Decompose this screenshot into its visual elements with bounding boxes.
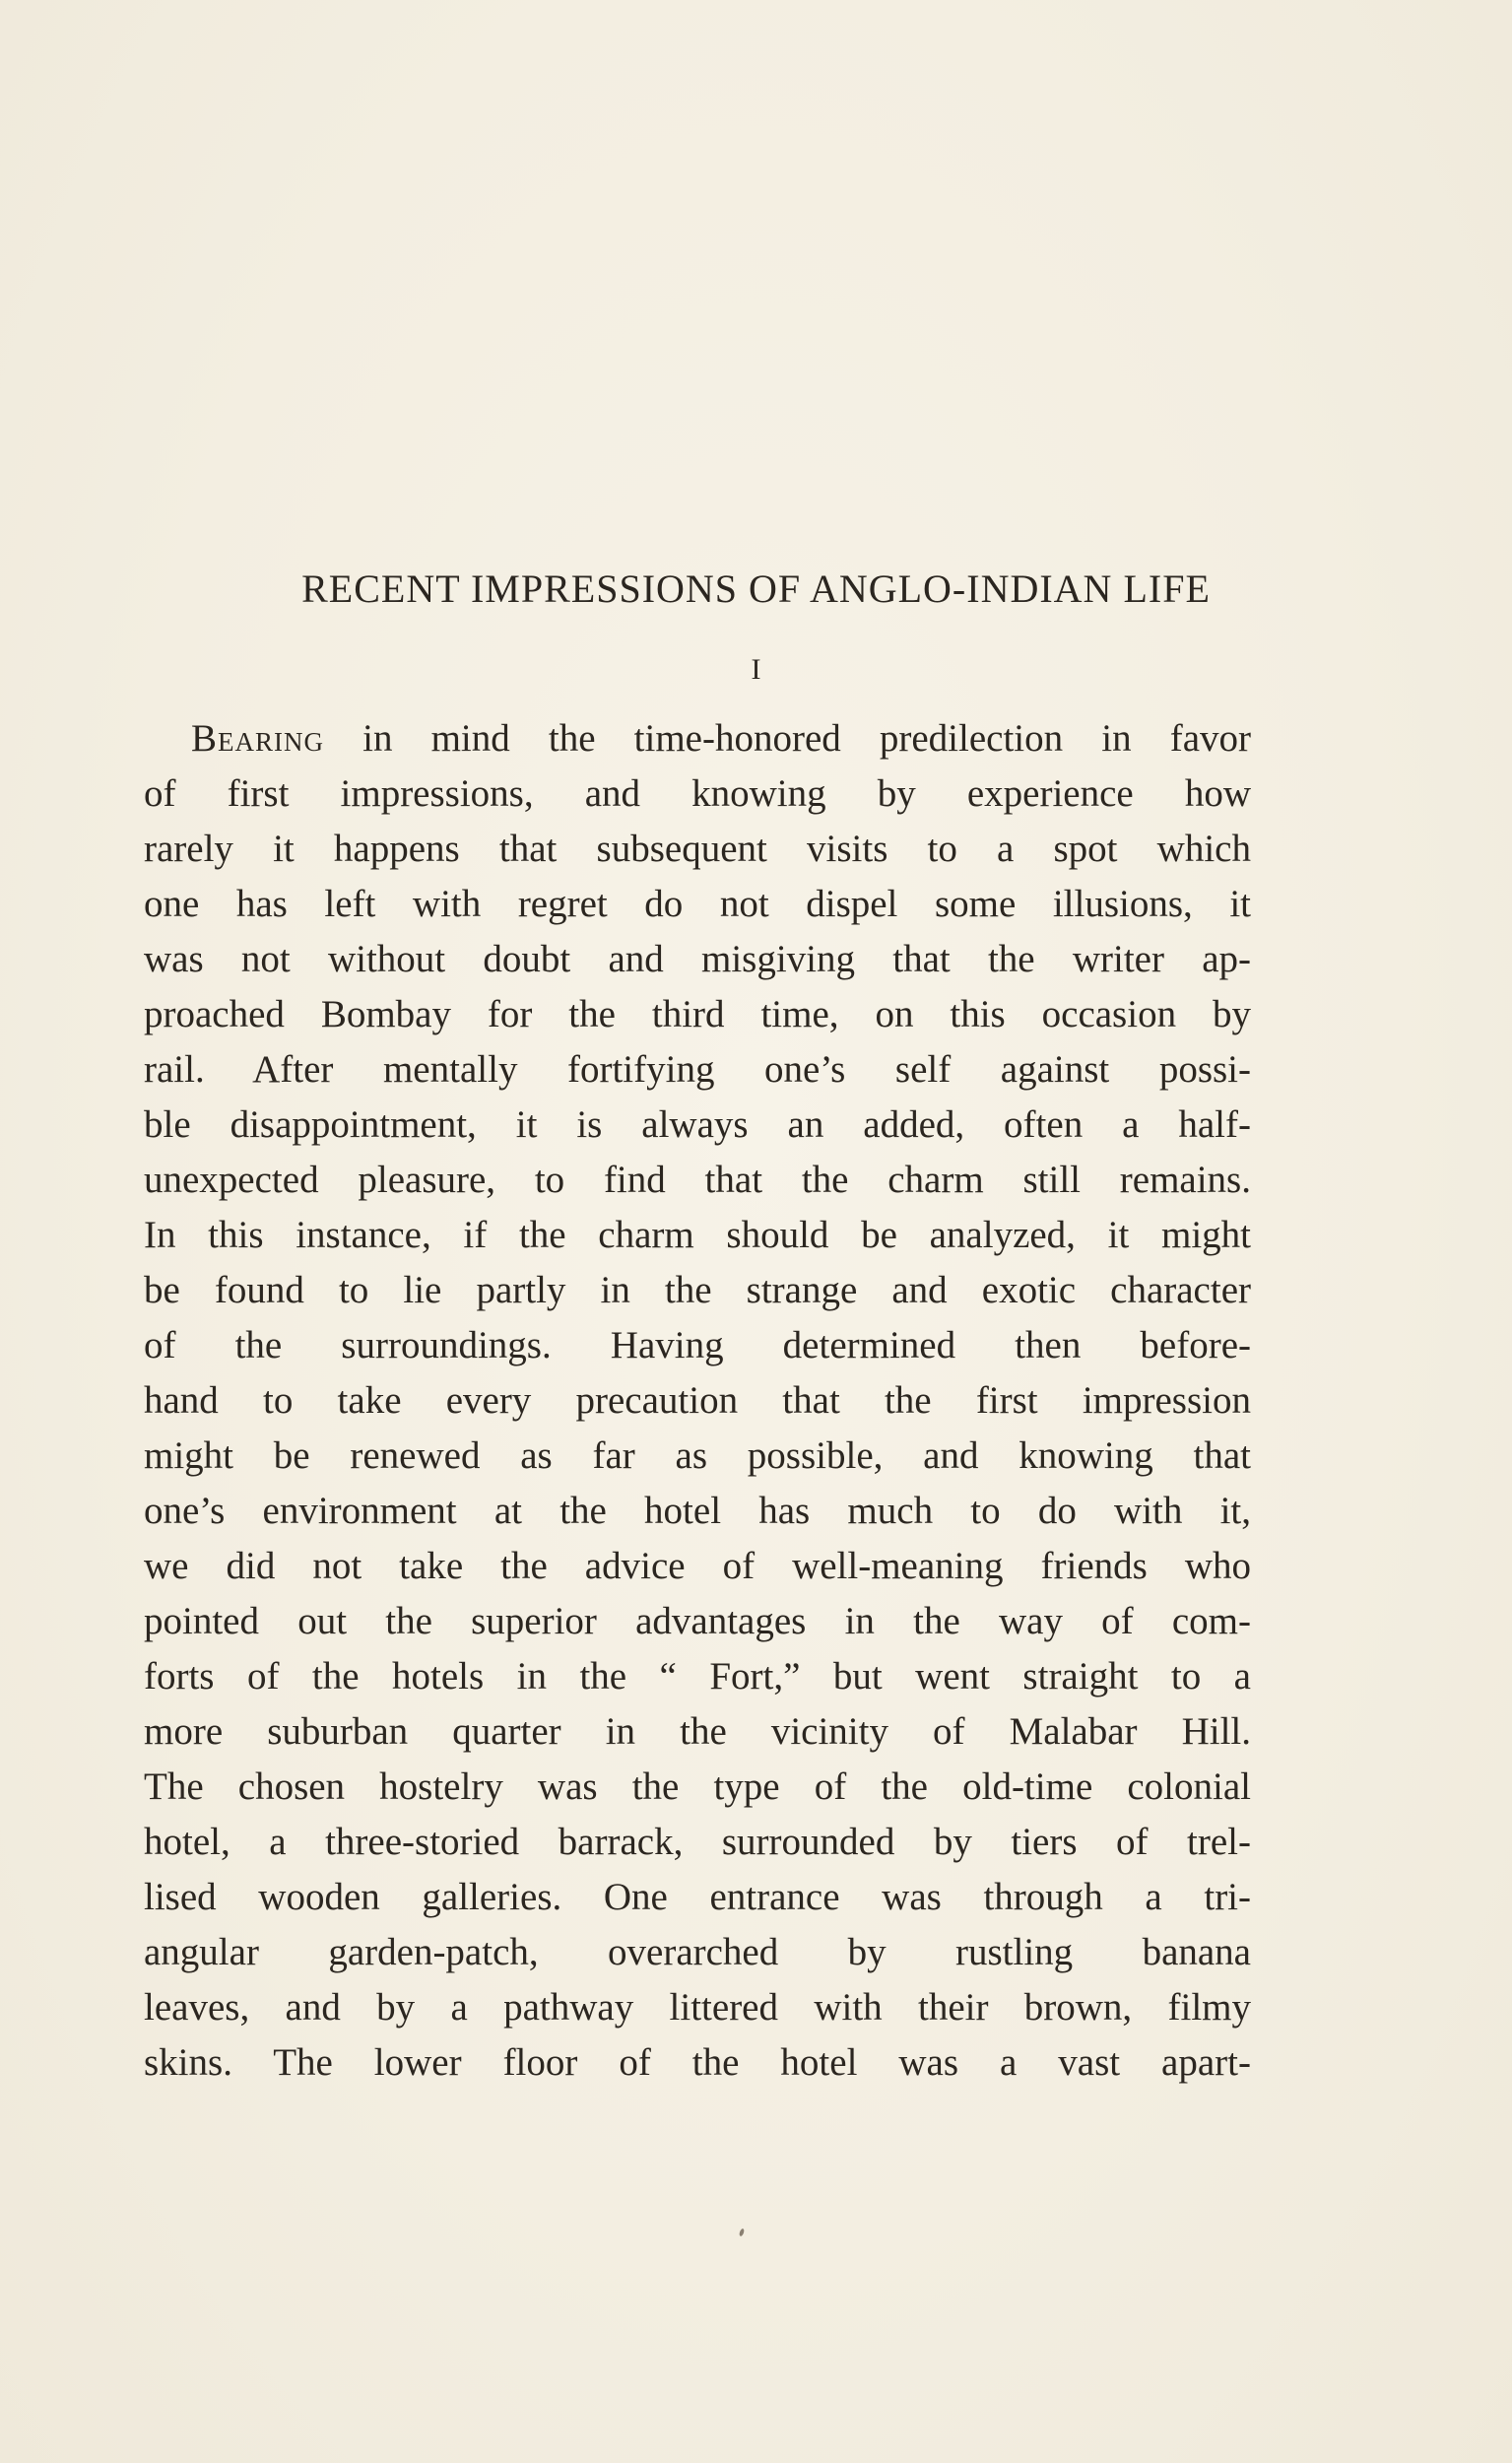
text-line: lised wooden galleries. One entrance was through a tri- — [144, 1876, 1251, 1918]
text-line: Bearing in mind the time-honored predilection in favor — [191, 717, 1251, 760]
text-line: of first impressions, and knowing by experience how — [144, 772, 1251, 815]
body-text — [144, 711, 1251, 2091]
text-line: pointed out the superior advantages in the way of com- — [144, 1600, 1251, 1642]
text-line: more suburban quarter in the vicinity of Malabar Hill. — [144, 1710, 1251, 1753]
text-line: was not without doubt and misgiving that the writer ap- — [144, 938, 1251, 980]
paper-speck — [739, 2229, 745, 2237]
article-title: RECENT IMPRESSIONS OF ANGLO-INDIAN LIFE — [301, 566, 1211, 611]
text-line: unexpected pleasure, to find that the charm still remains. — [144, 1159, 1251, 1201]
text-line: ble disappointment, it is always an added, often a half- — [144, 1103, 1251, 1146]
text-line: might be renewed as far as possible, and knowing that — [144, 1434, 1251, 1477]
text-line: forts of the hotels in the “ Fort,” but went straight to a — [144, 1655, 1251, 1697]
text-line: rail. After mentally fortifying one’s self against possi- — [144, 1048, 1251, 1091]
text-line: skins. The lower floor of the hotel was a vast apart- — [144, 2041, 1251, 2084]
opening-word: Bearing — [191, 717, 325, 760]
text-line: one’s environment at the hotel has much to do with it, — [144, 1490, 1251, 1532]
text-line: The chosen hostelry was the type of the old-time colonial — [144, 1765, 1251, 1808]
text-line: angular garden-patch, overarched by rustling banana — [144, 1931, 1251, 1973]
text-line: one has left with regret do not dispel some illusions, it — [144, 883, 1251, 925]
text-line: hand to take every precaution that the first impression — [144, 1379, 1251, 1422]
section-number: I — [751, 653, 761, 686]
text-line: of the surroundings. Having determined then before- — [144, 1324, 1251, 1366]
text-line: hotel, a three-storied barrack, surrounded by tiers of trel- — [144, 1821, 1251, 1863]
text-line: proached Bombay for the third time, on this occasion by — [144, 993, 1251, 1035]
text-line: In this instance, if the charm should be analyzed, it might — [144, 1214, 1251, 1256]
text-line: rarely it happens that subsequent visits to a spot which — [144, 828, 1251, 870]
text-line: we did not take the advice of well-meaning friends who — [144, 1545, 1251, 1587]
text-line: leaves, and by a pathway littered with their brown, filmy — [144, 1986, 1251, 2029]
text-line: be found to lie partly in the strange and exotic character — [144, 1269, 1251, 1311]
